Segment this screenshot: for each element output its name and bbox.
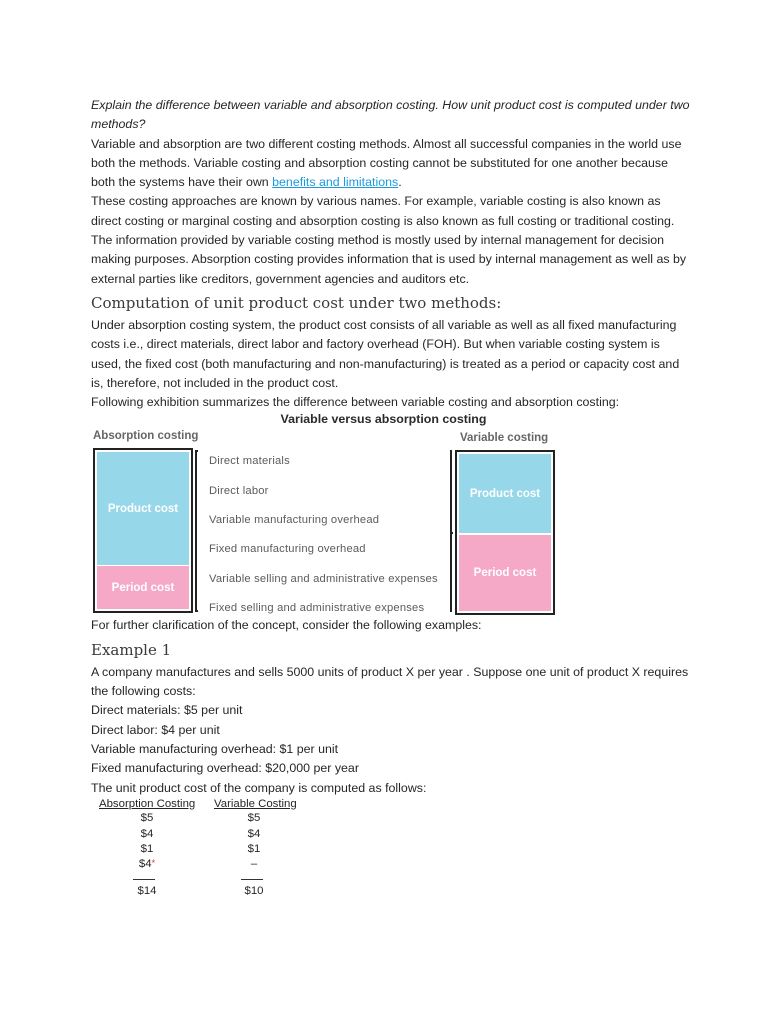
cost-line: Direct materials: $5 per unit	[91, 703, 243, 718]
left-bracket	[195, 450, 197, 612]
diagram-item: Direct labor	[209, 485, 269, 498]
absorption-product-cost-box: Product cost	[97, 452, 189, 565]
variable-costing-heading: Variable costing	[460, 432, 549, 445]
absorption-value: $1	[140, 842, 154, 855]
diagram-title: Variable versus absorption costing	[280, 412, 487, 427]
intro-paragraph-2: These costing approaches are known by various names. For example, variable costing is also known as direct costing or marginal costing and absorption costing is also known as full costing or traditional costing.	[91, 194, 675, 228]
absorption-costing-header: Absorption Costing	[99, 797, 196, 810]
variable-product-cost-box: Product cost	[459, 454, 551, 533]
diagram-item: Variable manufacturing overhead	[209, 514, 380, 527]
absorption-total: $14	[137, 884, 157, 897]
absorption-costing-heading: Absorption costing	[93, 430, 199, 443]
intro-paragraph-3: The information provided by variable costing method is mostly used by internal management for decision making purposes. Absorption costing provides information that is used by internal management as well as by external parties like creditors, government agencies and auditors etc.	[91, 233, 687, 286]
document	[91, 96, 691, 898]
diagram-item: Variable selling and administrative expenses	[209, 573, 438, 586]
absorption-value: $4	[140, 827, 154, 840]
variable-period-cost-box: Period cost	[459, 535, 551, 611]
cost-line: Direct labor: $4 per unit	[91, 722, 220, 737]
left-bracket-tick	[195, 610, 198, 612]
after-diagram-text: For further clarification of the concept, consider the following examples:	[91, 618, 482, 633]
variable-value: $1	[247, 842, 261, 855]
cost-line: Variable manufacturing overhead: $1 per unit	[91, 741, 339, 756]
variable-costing-header: Variable Costing	[214, 797, 297, 810]
example-paragraph-1: A company manufactures and sells 5000 units of product X per year . Suppose one unit of product X requires the following costs:	[91, 664, 689, 699]
cost-line: Fixed manufacturing overhead: $20,000 per year	[91, 761, 359, 776]
variable-total: $10	[244, 884, 264, 897]
diagram-item: Fixed manufacturing overhead	[209, 543, 366, 556]
absorption-value: $5	[140, 811, 154, 824]
unit-cost-table	[91, 798, 351, 898]
right-bracket	[450, 450, 452, 612]
sum-rule	[241, 879, 263, 880]
variable-value: $5	[247, 811, 261, 824]
intro-text-end: .	[398, 175, 402, 190]
question-text: Explain the difference between variable and absorption costing. How unit product cost is computed under two methods?	[91, 98, 690, 132]
absorption-fixed-value: $4	[138, 857, 152, 870]
intro-paragraph-1	[91, 135, 691, 193]
example-paragraph-2: The unit product cost of the company is computed as follows:	[91, 780, 427, 795]
computation-heading: Computation of unit product cost under two methods:	[91, 293, 502, 312]
diagram-item: Direct materials	[209, 455, 290, 468]
sum-rule	[133, 879, 155, 880]
intro-text: Variable and absorption are two different costing methods. Almost all successful companies in the world use both the methods. Variable costing and absorption costing cannot be substituted for one another because both the systems have their own	[91, 136, 682, 190]
variable-value: –	[250, 857, 258, 870]
right-bracket-tick	[450, 532, 453, 534]
absorption-value-fixed	[117, 858, 177, 870]
absorption-period-cost-box: Period cost	[97, 566, 189, 609]
costing-diagram	[91, 412, 691, 616]
benefits-limitations-link[interactable]: benefits and limitations	[272, 175, 399, 190]
footnote-star: *	[151, 857, 156, 868]
computation-paragraph-2: Following exhibition summarizes the difference between variable costing and absorption costing:	[91, 395, 620, 410]
computation-paragraph-1: Under absorption costing system, the product cost consists of all variable as well as all fixed manufacturing costs i.e., direct materials, direct labor and factory overhead (FOH). But when variable costing system is used, the fixed cost (both manufacturing and non-manufacturing) is treated as a period or capacity cost and is, therefore, not included in the product cost.	[91, 317, 680, 390]
variable-value: $4	[247, 827, 261, 840]
example-heading: Example 1	[91, 640, 172, 659]
left-bracket-tick	[195, 450, 198, 452]
diagram-item: Fixed selling and administrative expenses	[209, 602, 425, 615]
